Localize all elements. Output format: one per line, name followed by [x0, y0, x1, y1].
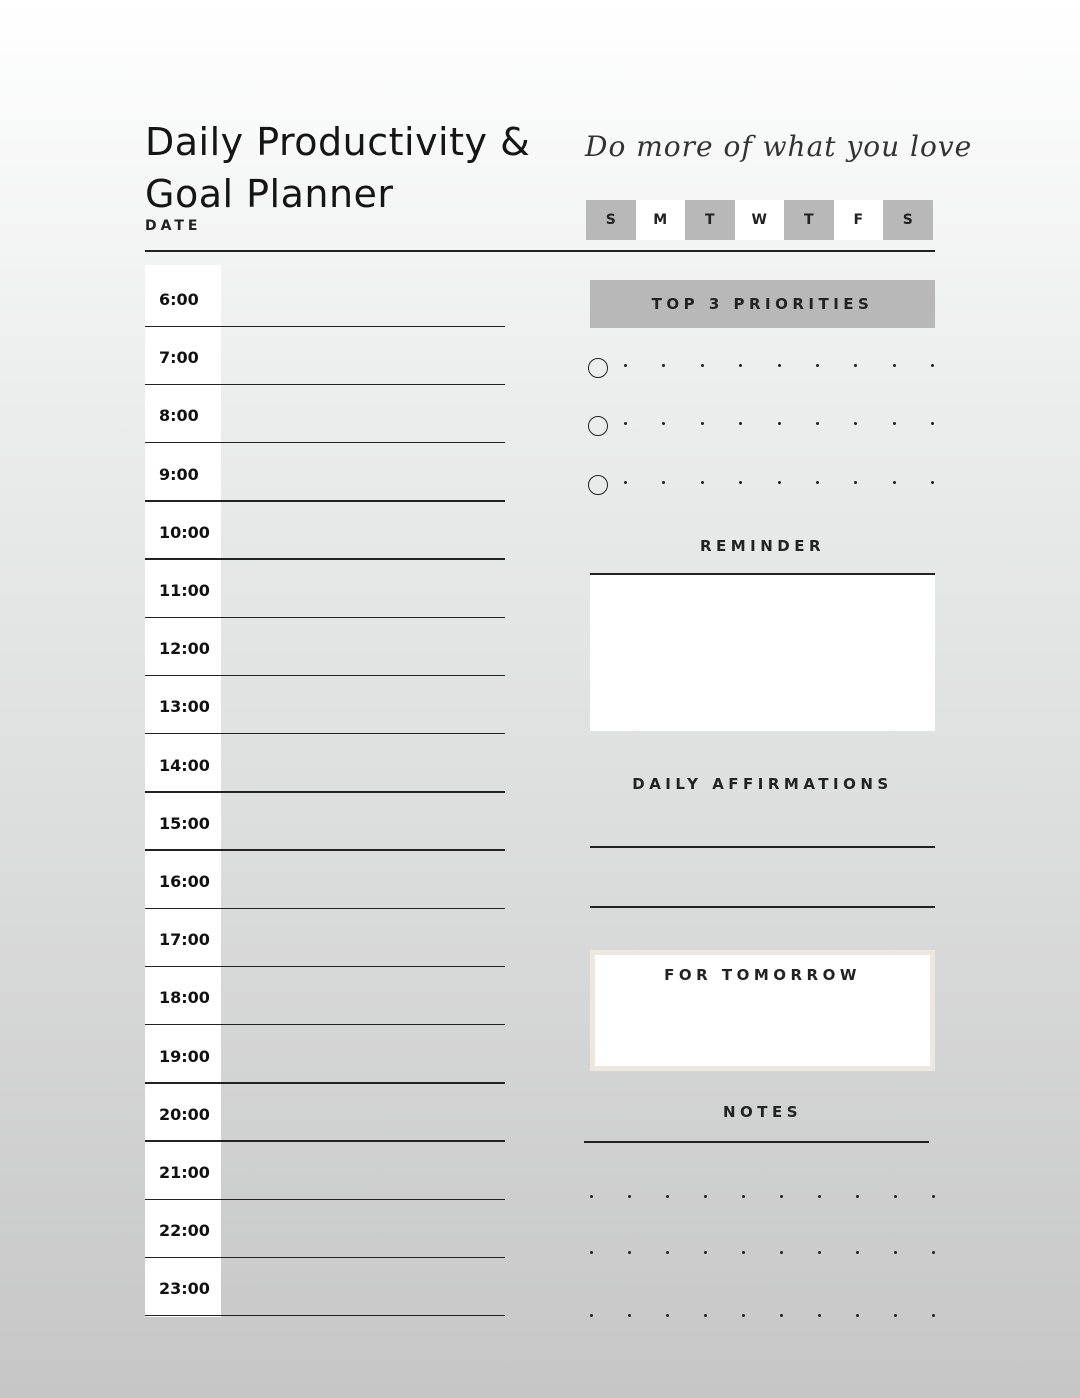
time-label: 17:00 [159, 930, 210, 950]
dot-icon [932, 1314, 935, 1317]
schedule-slot[interactable] [145, 444, 505, 502]
time-label: 22:00 [159, 1221, 210, 1241]
time-label: 12:00 [159, 639, 210, 659]
dot-icon [780, 1195, 783, 1198]
dot-icon [742, 1195, 745, 1198]
dot-icon [856, 1314, 859, 1317]
dot-icon [893, 481, 896, 484]
priority-item[interactable] [588, 358, 938, 382]
slot-line [145, 1315, 505, 1317]
dot-icon [780, 1314, 783, 1317]
dot-icon [818, 1314, 821, 1317]
dot-icon [628, 1314, 631, 1317]
schedule-slot[interactable] [145, 909, 505, 967]
time-label: 8:00 [159, 406, 199, 426]
dot-icon [931, 364, 934, 367]
dot-icon [704, 1314, 707, 1317]
schedule-slot[interactable] [145, 1258, 505, 1316]
schedule-slot[interactable] [145, 502, 505, 560]
title-line-1: Daily Productivity & [145, 120, 531, 164]
time-label: 15:00 [159, 813, 210, 833]
schedule-slot[interactable] [145, 967, 505, 1025]
schedule-slot[interactable] [145, 851, 505, 909]
dot-icon [894, 1251, 897, 1254]
dot-icon [590, 1314, 593, 1317]
weekday-5[interactable]: F [834, 200, 884, 240]
dot-icon [662, 364, 665, 367]
schedule-slot[interactable] [145, 385, 505, 443]
weekday-0[interactable]: S [586, 200, 636, 240]
dot-icon [624, 364, 627, 367]
schedule-slot[interactable] [145, 1200, 505, 1258]
dot-icon [818, 1251, 821, 1254]
dot-icon [894, 1314, 897, 1317]
time-label: 19:00 [159, 1046, 210, 1066]
title-line-2: Goal Planner [145, 172, 394, 216]
tomorrow-heading: FOR TOMORROW [664, 966, 861, 984]
dot-icon [854, 481, 857, 484]
dot-icon [854, 364, 857, 367]
dot-icon [704, 1195, 707, 1198]
priorities-heading: TOP 3 PRIORITIES [590, 280, 935, 328]
dot-icon [628, 1195, 631, 1198]
dot-icon [856, 1251, 859, 1254]
schedule-slot[interactable] [145, 327, 505, 385]
dot-icon [701, 422, 704, 425]
notes-dotted-line[interactable] [590, 1314, 935, 1317]
dot-icon [662, 481, 665, 484]
notes-dotted-line[interactable] [590, 1195, 935, 1198]
schedule-slot[interactable] [145, 618, 505, 676]
priority-checkbox-icon[interactable] [588, 416, 608, 436]
dot-icon [780, 1251, 783, 1254]
dot-icon [742, 1251, 745, 1254]
affirmation-line-1[interactable] [590, 846, 935, 848]
priority-checkbox-icon[interactable] [588, 475, 608, 495]
weekday-selector [586, 200, 933, 240]
weekday-1[interactable]: M [636, 200, 686, 240]
dot-icon [624, 422, 627, 425]
notes-divider [584, 1141, 929, 1143]
dot-icon [739, 364, 742, 367]
dot-icon [590, 1195, 593, 1198]
dot-icon [893, 422, 896, 425]
notes-dotted-line[interactable] [590, 1251, 935, 1254]
dotted-line [624, 422, 934, 425]
weekday-4[interactable]: T [784, 200, 834, 240]
weekday-6[interactable]: S [883, 200, 933, 240]
dot-icon [666, 1314, 669, 1317]
notes-heading: NOTES [722, 1103, 803, 1121]
dot-icon [931, 422, 934, 425]
schedule-slot[interactable] [145, 676, 505, 734]
schedule-slot[interactable] [145, 735, 505, 793]
dot-icon [628, 1251, 631, 1254]
time-label: 16:00 [159, 872, 210, 891]
priority-checkbox-icon[interactable] [588, 358, 608, 378]
dot-icon [666, 1195, 669, 1198]
page-title [145, 116, 530, 220]
dot-icon [856, 1195, 859, 1198]
dotted-line [624, 364, 934, 367]
dot-icon [778, 422, 781, 425]
schedule-slot[interactable] [145, 1084, 505, 1142]
schedule-slot[interactable] [145, 560, 505, 618]
schedule-slot[interactable] [145, 269, 505, 327]
header-divider [145, 250, 935, 252]
dot-icon [624, 481, 627, 484]
reminder-heading: REMINDER [699, 537, 826, 555]
dot-icon [739, 422, 742, 425]
dot-icon [816, 422, 819, 425]
dot-icon [778, 481, 781, 484]
time-label: 10:00 [159, 522, 210, 542]
time-label: 21:00 [159, 1163, 210, 1182]
priority-item[interactable] [588, 416, 938, 440]
time-label: 11:00 [159, 581, 210, 600]
weekday-3[interactable]: W [735, 200, 785, 240]
priority-item[interactable] [588, 475, 938, 499]
dot-icon [704, 1251, 707, 1254]
dot-icon [893, 364, 896, 367]
dot-icon [818, 1195, 821, 1198]
time-label: 9:00 [159, 464, 199, 484]
dot-icon [932, 1251, 935, 1254]
dot-icon [932, 1195, 935, 1198]
dot-icon [739, 481, 742, 484]
time-label: 14:00 [159, 755, 210, 775]
dot-icon [666, 1251, 669, 1254]
weekday-2[interactable]: T [685, 200, 735, 240]
time-label: 18:00 [159, 988, 210, 1008]
dot-icon [894, 1195, 897, 1198]
dot-icon [778, 364, 781, 367]
dot-icon [701, 481, 704, 484]
dotted-line [624, 481, 934, 484]
date-label: DATE [145, 218, 202, 234]
dot-icon [816, 364, 819, 367]
dot-icon [816, 481, 819, 484]
schedule-slot[interactable] [145, 1026, 505, 1084]
affirmation-line-2[interactable] [590, 906, 935, 908]
quote-text: Do more of what you love [585, 130, 973, 163]
time-label: 13:00 [159, 697, 210, 717]
dot-icon [854, 422, 857, 425]
time-label: 20:00 [159, 1104, 210, 1124]
dot-icon [590, 1251, 593, 1254]
dot-icon [742, 1314, 745, 1317]
affirmations-heading: DAILY AFFIRMATIONS [632, 775, 893, 793]
schedule-slot[interactable] [145, 793, 505, 851]
time-label: 7:00 [159, 348, 199, 368]
dot-icon [701, 364, 704, 367]
reminder-box[interactable] [590, 575, 935, 731]
dot-icon [931, 481, 934, 484]
schedule-slot[interactable] [145, 1142, 505, 1200]
time-label: 23:00 [159, 1279, 210, 1299]
dot-icon [662, 422, 665, 425]
time-label: 6:00 [159, 290, 199, 309]
